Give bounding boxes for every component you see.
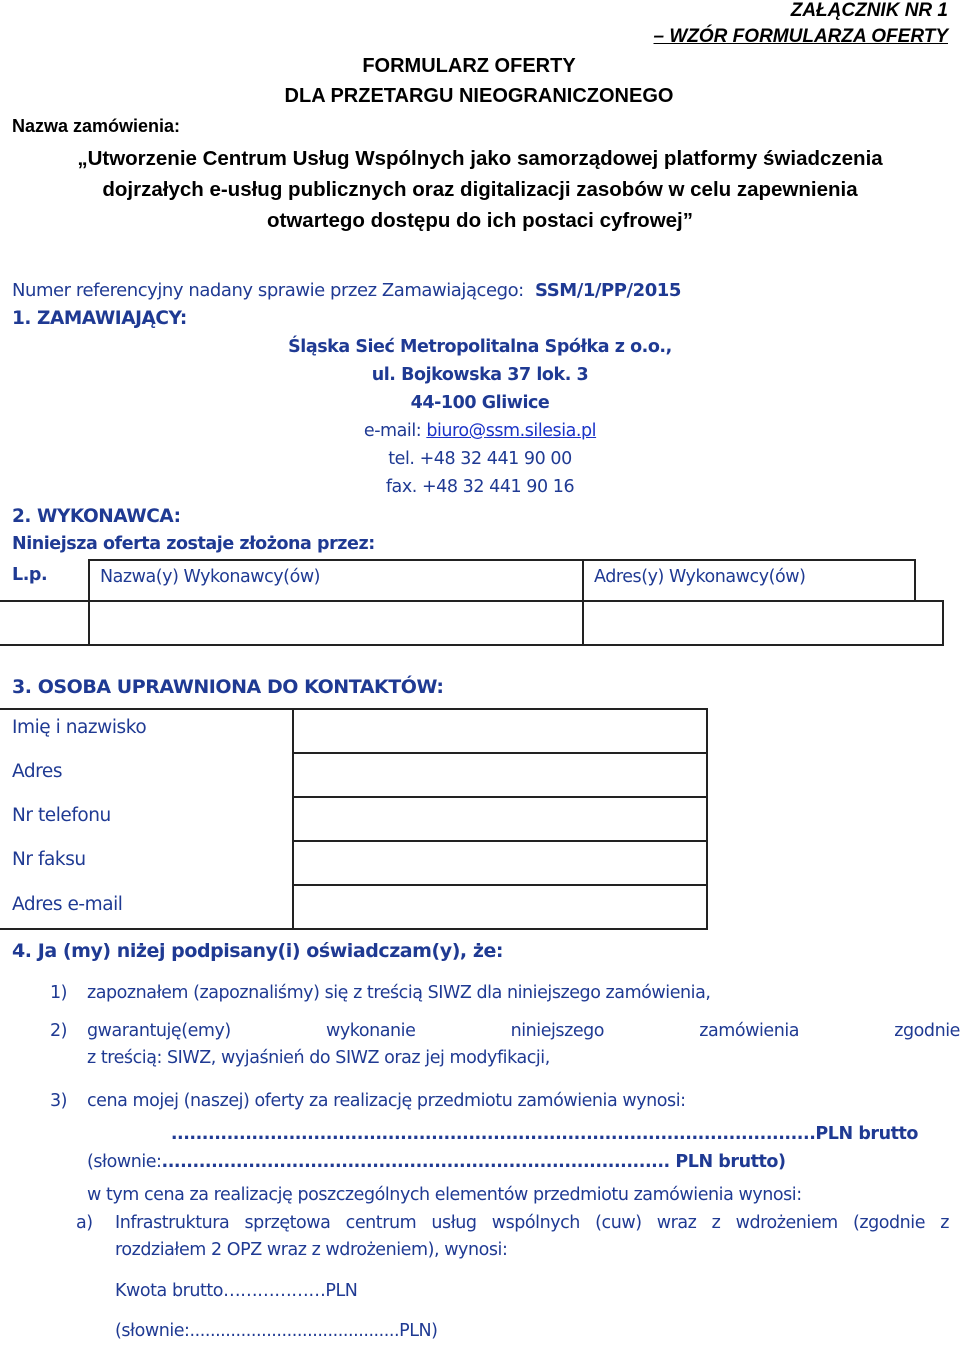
table-header-name-cell <box>88 559 584 602</box>
contact-input-email[interactable] <box>296 888 704 926</box>
form-title-line1: FORMULARZ OFERTY <box>362 55 576 77</box>
table-cell-lp[interactable] <box>0 600 90 646</box>
order-title-line2: dojrzałych e-usług publicznych oraz digitalizacji zasobów w celu zapewnienia <box>102 178 858 201</box>
annex-label: ZAŁĄCZNIK NR 1 <box>790 0 948 21</box>
contact-label-fax: Nr faksu <box>12 849 86 870</box>
contact-label-address: Adres <box>12 761 63 782</box>
item2-text-line2: z treścią: SIWZ, wyjaśnień do SIWZ oraz jej modyfikacji, <box>87 1048 550 1068</box>
contact-divider-3 <box>292 840 708 842</box>
price-words-end: PLN brutto) <box>669 1152 786 1172</box>
contractor-email-line <box>0 421 960 441</box>
table-header-address: Adres(y) Wykonawcy(ów) <box>594 567 806 587</box>
subtext: w tym cena za realizację poszczególnych elementów przedmiotu zamówienia wynosi: <box>87 1185 802 1205</box>
item1-text: zapoznałem (zapoznaliśmy) się z treścią SIWZ dla niniejszego zamówienia, <box>87 983 711 1003</box>
table-header-lp: L.p. <box>12 565 48 585</box>
sub-a-text-line2: rozdziałem 2 OPZ wraz z wdrożeniem), wynosi: <box>115 1240 508 1260</box>
section4-heading: 4. Ja (my) niżej podpisany(i) oświadczam(y), że: <box>12 940 504 962</box>
slownie-line[interactable]: (słownie:.........................................PLN) <box>115 1321 438 1341</box>
reference-value: SSM/1/PP/2015 <box>535 280 681 301</box>
reference-label: Numer referencyjny nadany sprawie przez Zamawiającego: <box>12 280 524 301</box>
contact-divider-4 <box>292 884 708 886</box>
sub-a-number: a) <box>76 1213 93 1233</box>
order-title-line3: otwartego dostępu do ich postaci cyfrowej” <box>267 209 693 232</box>
contact-input-name[interactable] <box>296 712 704 750</box>
price-words-line[interactable] <box>87 1152 909 1172</box>
annex-subtitle: – WZÓR FORMULARZA OFERTY <box>653 26 948 47</box>
contact-input-fax[interactable] <box>296 844 704 882</box>
table-cell-address[interactable] <box>582 600 944 646</box>
contact-label-email: Adres e-mail <box>12 894 123 915</box>
contractor-fax: fax. +48 32 441 90 16 <box>385 477 575 497</box>
section1-heading: 1. ZAMAWIAJĄCY: <box>12 308 187 329</box>
contractor-tel: tel. +48 32 441 90 00 <box>388 449 572 469</box>
section2-heading: 2. WYKONAWCA: <box>12 506 181 527</box>
contractor-name: Śląska Sieć Metropolitalna Spółka z o.o., <box>288 337 672 357</box>
order-label: Nazwa zamówienia: <box>12 116 181 136</box>
item1-number: 1) <box>50 983 68 1003</box>
kwota-brutto[interactable]: Kwota brutto………………PLN <box>115 1281 358 1301</box>
contractor-city: 44-100 Gliwice <box>410 393 550 413</box>
email-label: e-mail: <box>363 421 422 441</box>
contractor-street: ul. Bojkowska 37 lok. 3 <box>371 365 589 385</box>
table-header-address-cell <box>582 559 916 602</box>
email-link[interactable]: biuro@ssm.silesia.pl <box>426 421 597 441</box>
price-line[interactable]: ........................................................................................................PLN brutto <box>170 1124 918 1144</box>
price-words-dots: .................................................................................. <box>161 1152 670 1172</box>
item2-text-line1: gwarantuję(emy) wykonanie niniejszego zamówienia zgodnie <box>87 1021 960 1041</box>
table-header-name: Nazwa(y) Wykonawcy(ów) <box>100 567 321 587</box>
contact-input-phone[interactable] <box>296 800 704 838</box>
section3-heading: 3. OSOBA UPRAWNIONA DO KONTAKTÓW: <box>12 676 444 698</box>
item3-text: cena mojej (naszej) oferty za realizację przedmiotu zamówienia wynosi: <box>87 1091 686 1111</box>
contact-label-name: Imię i nazwisko <box>12 717 147 738</box>
contact-divider-2 <box>292 796 708 798</box>
reference-line <box>12 280 681 301</box>
contact-input-address[interactable] <box>296 756 704 794</box>
section2-intro: Niniejsza oferta zostaje złożona przez: <box>12 534 375 554</box>
contact-divider-1 <box>292 752 708 754</box>
sub-a-text-line1: Infrastruktura sprzętowa centrum usług wspólnych (cuw) wraz z wdrożeniem (zgodnie z <box>115 1213 949 1233</box>
table-cell-name[interactable] <box>88 600 584 646</box>
price-words-label: (słownie: <box>87 1152 162 1172</box>
contact-label-phone: Nr telefonu <box>12 805 111 826</box>
item3-number: 3) <box>50 1091 68 1111</box>
item2-number: 2) <box>50 1021 68 1041</box>
order-title-line1: „Utworzenie Centrum Usług Wspólnych jako samorządowej platformy świadczenia <box>77 147 883 170</box>
form-title-line2: DLA PRZETARGU NIEOGRANICZONEGO <box>284 85 674 107</box>
